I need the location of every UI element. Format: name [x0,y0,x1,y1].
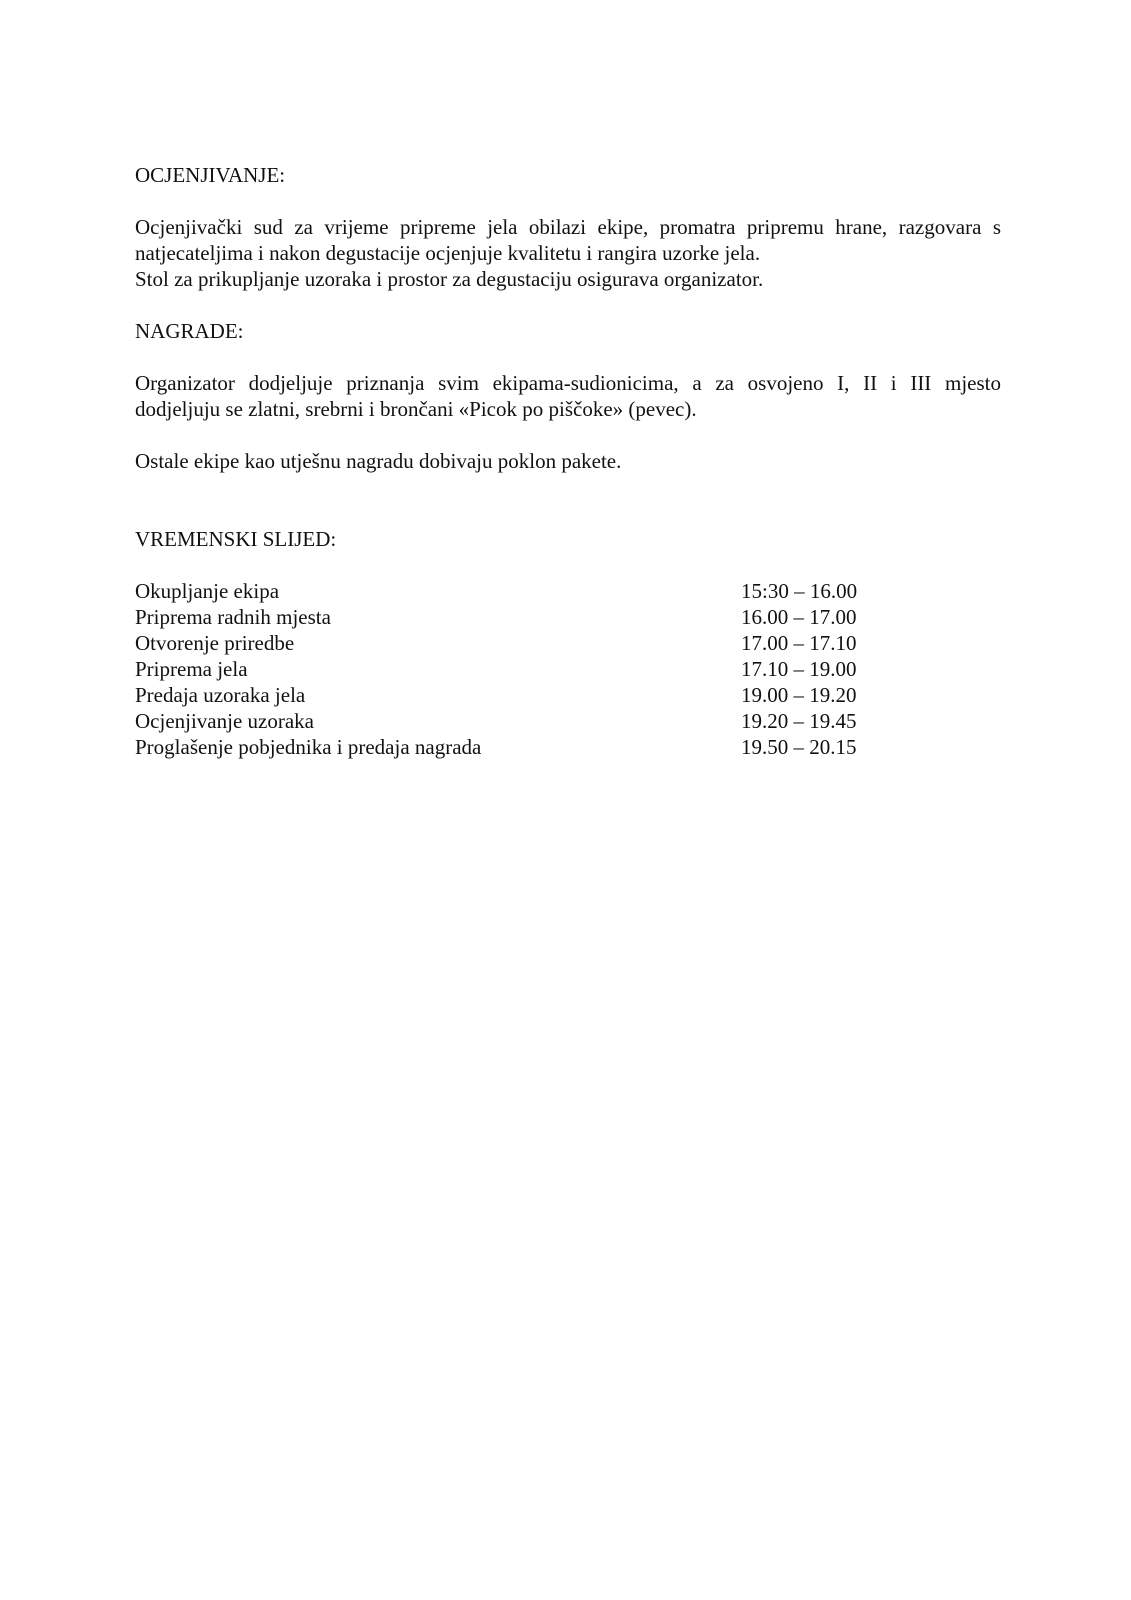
schedule-activity: Otvorenje priredbe [135,631,295,655]
schedule-time: 17.00 – 17.10 [741,631,857,655]
ocjenjivanje-line-1: Ocjenjivački sud za vrijeme pripreme jela obilazi ekipe, promatra pripremu hrane, razgovara s [135,215,1001,239]
nagrade-line-1: Organizator dodjeljuje priznanja svim ekipama-sudionicima, a za osvojeno I, II i III mjesto [135,371,1001,395]
spacer [135,292,1001,318]
schedule-activity: Predaja uzoraka jela [135,683,306,707]
schedule-list [135,578,1001,760]
schedule-activity: Ocjenjivanje uzoraka [135,709,314,733]
schedule-row [135,656,1001,682]
spacer [135,344,1001,370]
nagrade-paragraph-1 [135,370,1001,422]
spacer [135,188,1001,214]
schedule-row [135,630,1001,656]
schedule-time: 19.20 – 19.45 [741,709,857,733]
section-heading-vremenski-slijed: VREMENSKI SLIJED: [135,527,337,551]
spacer [135,422,1001,448]
nagrade-paragraph-2: Ostale ekipe kao utješnu nagradu dobivaju poklon pakete. [135,449,622,473]
schedule-time: 16.00 – 17.00 [741,605,857,629]
schedule-activity: Priprema jela [135,657,248,681]
schedule-time: 15:30 – 16.00 [741,579,858,603]
ocjenjivanje-line-3: Stol za prikupljanje uzoraka i prostor za degustaciju osigurava organizator. [135,267,764,291]
schedule-time: 19.50 – 20.15 [741,735,857,759]
schedule-row [135,682,1001,708]
schedule-activity: Proglašenje pobjednika i predaja nagrada [135,735,482,759]
schedule-row [135,734,1001,760]
schedule-row [135,578,1001,604]
ocjenjivanje-line-2: natjecateljima i nakon degustacije ocjenjuje kvalitetu i rangira uzorke jela. [135,241,761,265]
spacer [135,474,1001,526]
schedule-time: 17.10 – 19.00 [741,657,857,681]
ocjenjivanje-paragraph [135,214,1001,292]
schedule-activity: Okupljanje ekipa [135,579,280,603]
schedule-row [135,604,1001,630]
section-heading-nagrade: NAGRADE: [135,319,244,343]
spacer [135,552,1001,578]
schedule-time: 19.00 – 19.20 [741,683,857,707]
schedule-row [135,708,1001,734]
schedule-activity: Priprema radnih mjesta [135,605,331,629]
nagrade-line-2: dodjeljuju se zlatni, srebrni i brončani «Picok po piščoke» (pevec). [135,397,697,421]
section-heading-ocjenjivanje: OCJENJIVANJE: [135,163,286,187]
document-content [135,162,1001,760]
